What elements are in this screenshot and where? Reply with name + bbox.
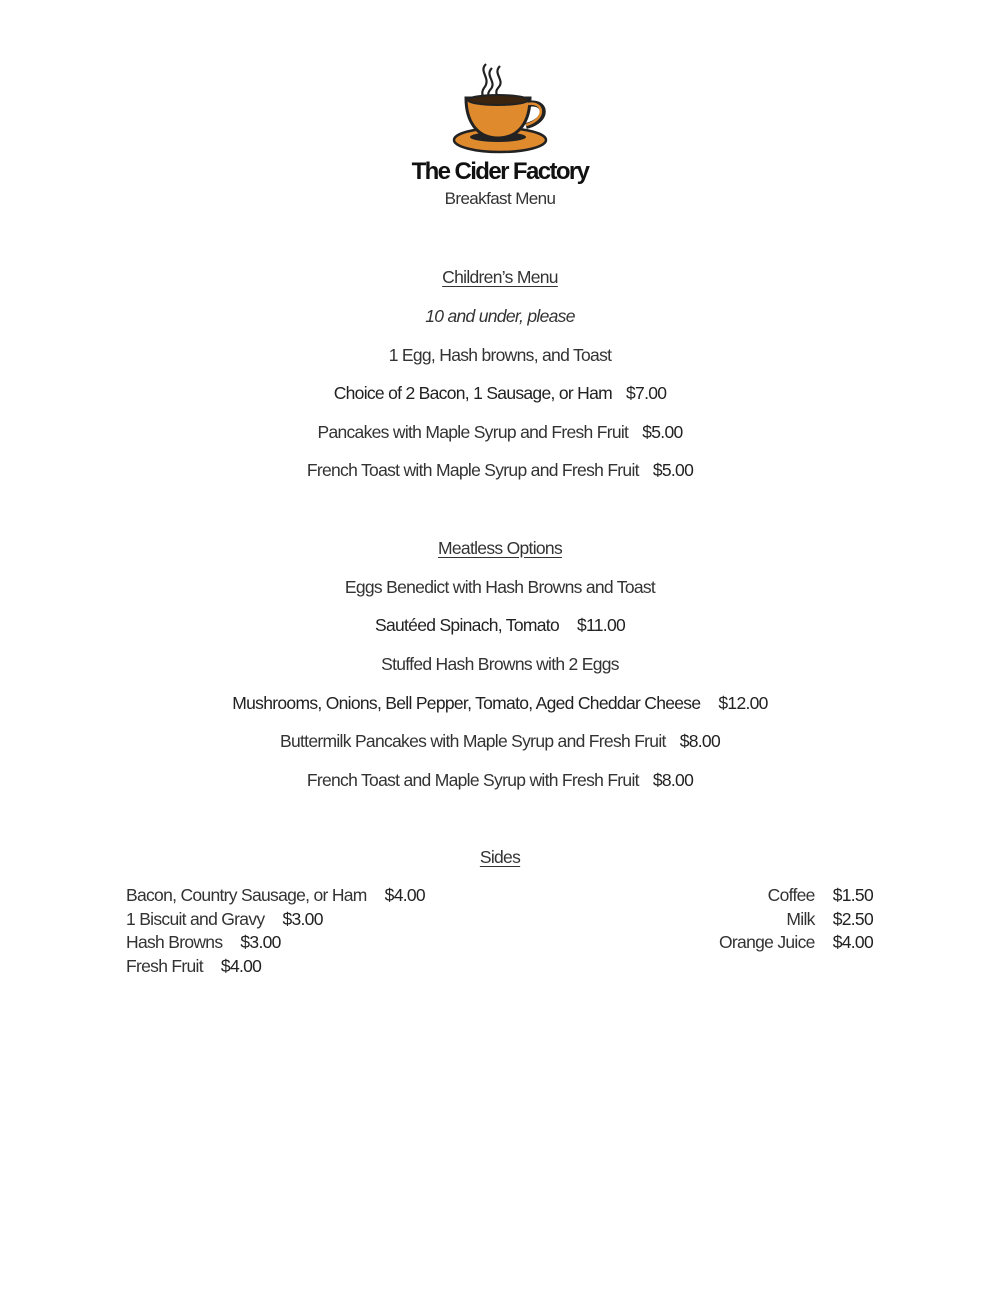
- list-item: [126, 908, 425, 932]
- meatless-item-4-price: $8.00: [652, 770, 694, 790]
- side-name: Coffee: [767, 885, 815, 905]
- side-price: $3.00: [240, 932, 281, 953]
- side-price: $4.00: [220, 956, 262, 977]
- meatless-item-1-detail: Sautéed Spinach, Tomato: [374, 615, 559, 635]
- meatless-item-3-row: [0, 730, 1000, 752]
- childrens-menu-heading: Children’s Menu: [442, 267, 558, 287]
- childrens-item-1-name: 1 Egg, Hash browns, and Toast: [388, 345, 612, 365]
- childrens-item-2-row: [0, 421, 1000, 443]
- childrens-item-1-price: $7.00: [626, 383, 667, 403]
- side-price: $2.50: [832, 908, 873, 929]
- list-item: [126, 931, 425, 955]
- side-name: Bacon, Country Sausage, or Ham: [126, 885, 367, 905]
- childrens-item-2-name: Pancakes with Maple Syrup and Fresh Fruit: [317, 422, 629, 442]
- childrens-menu-note: 10 and under, please: [425, 306, 575, 326]
- childrens-item-3-price: $5.00: [652, 460, 694, 480]
- list-item: [126, 955, 425, 979]
- meatless-item-3-name: Buttermilk Pancakes with Maple Syrup and Fresh Fruit: [279, 731, 666, 751]
- childrens-item-1-detail-row: [0, 382, 1000, 404]
- restaurant-name: The Cider Factory: [411, 158, 589, 185]
- sides-left-list: [126, 884, 425, 979]
- childrens-item-3-name: French Toast with Maple Syrup and Fresh Fruit: [306, 460, 639, 480]
- side-price: $4.00: [832, 932, 873, 953]
- side-price: $4.00: [384, 885, 425, 905]
- meatless-heading: Meatless Options: [438, 538, 562, 558]
- list-item: [719, 908, 873, 932]
- meatless-item-1-price: $11.00: [576, 615, 626, 635]
- childrens-item-1-detail: Choice of 2 Bacon, 1 Sausage, or Ham: [333, 383, 612, 403]
- side-name: Milk: [786, 908, 815, 929]
- coffee-cup-icon: [448, 58, 552, 158]
- side-name: Hash Browns: [126, 932, 223, 953]
- childrens-item-2-price: $5.00: [642, 422, 683, 442]
- meatless-item-2-price: $12.00: [718, 693, 768, 713]
- side-price: $3.00: [282, 908, 323, 929]
- meatless-item-1-name: Eggs Benedict with Hash Browns and Toast: [344, 577, 656, 597]
- meatless-item-2-name: Stuffed Hash Browns with 2 Eggs: [381, 654, 619, 674]
- meatless-item-2-detail-row: [0, 692, 1000, 714]
- side-name: 1 Biscuit and Gravy: [126, 908, 265, 929]
- meatless-item-4-row: [0, 769, 1000, 791]
- meatless-item-1-detail-row: [0, 614, 1000, 636]
- meatless-item-2-detail: Mushrooms, Onions, Bell Pepper, Tomato, Aged Cheddar Cheese: [232, 693, 701, 713]
- list-item: [126, 884, 425, 908]
- list-item: [719, 931, 873, 955]
- sides-heading: Sides: [479, 847, 521, 867]
- meatless-item-4-name: French Toast and Maple Syrup with Fresh Fruit: [306, 770, 639, 790]
- sides-right-list: [719, 884, 873, 955]
- list-item: [719, 884, 873, 908]
- childrens-item-3-row: [0, 459, 1000, 481]
- side-price: $1.50: [832, 885, 873, 905]
- side-name: Fresh Fruit: [126, 956, 203, 977]
- meatless-item-3-price: $8.00: [679, 731, 720, 751]
- side-name: Orange Juice: [719, 932, 815, 953]
- menu-title: Breakfast Menu: [444, 189, 556, 208]
